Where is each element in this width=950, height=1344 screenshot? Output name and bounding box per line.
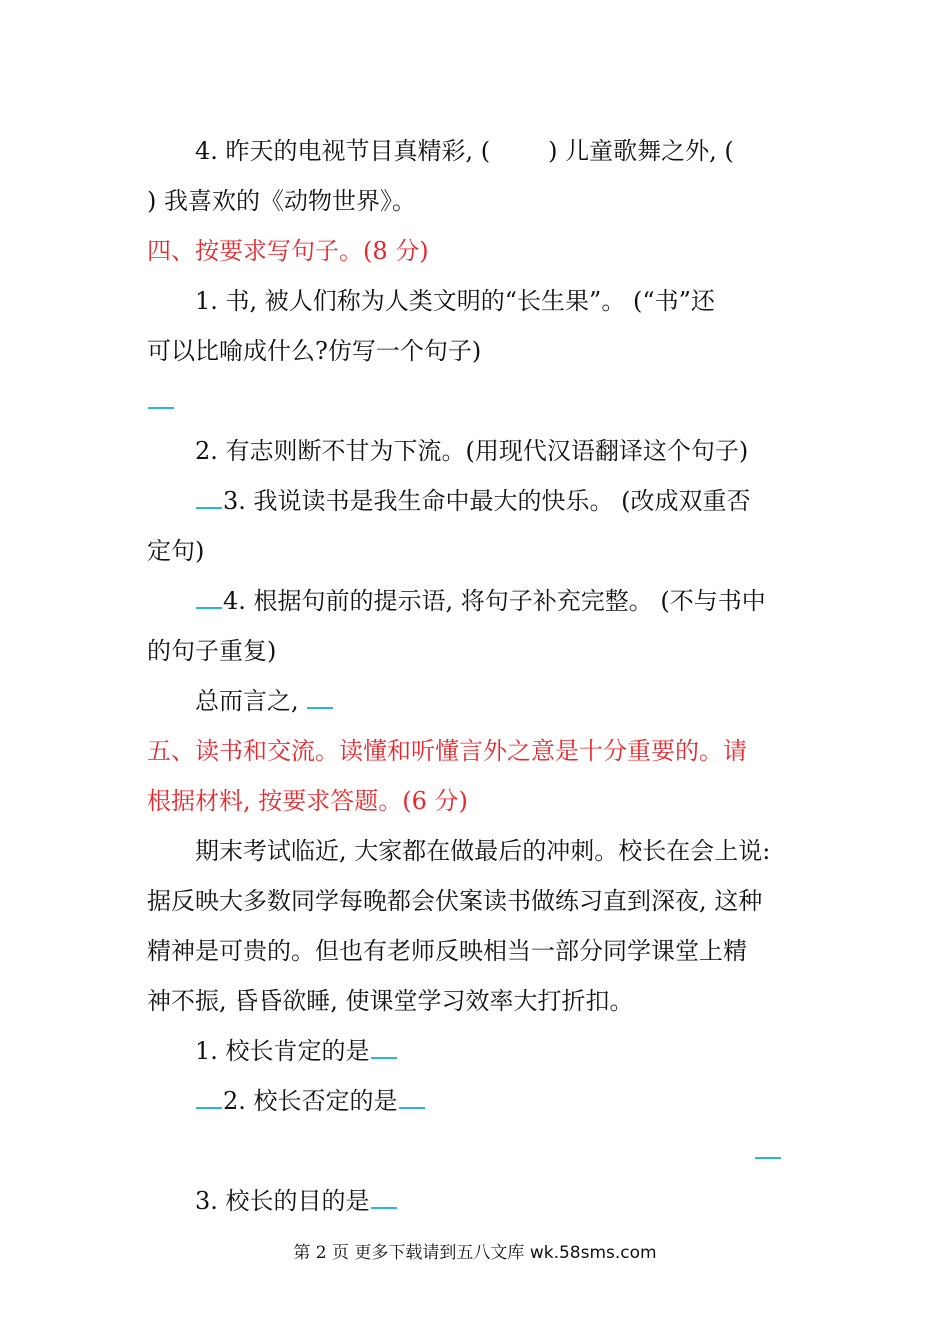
answer-blank[interactable]	[755, 1137, 781, 1159]
passage-line-3: 精神是可贵的。但也有老师反映相当一部分同学课堂上精	[147, 937, 747, 965]
q4-1-line-2: 可以比喻成什么?仿写一个句子)	[147, 337, 482, 365]
q4-4-prompt: 总而言之,	[195, 687, 299, 715]
answer-blank[interactable]	[371, 1037, 397, 1059]
q5-3-line	[195, 1186, 398, 1216]
passage-line-4: 神不振, 昏昏欲睡, 使课堂学习效率大打折扣。	[147, 987, 634, 1015]
passage-line-2: 据反映大多数同学每晚都会伏案读书做练习直到深夜, 这种	[147, 887, 763, 915]
page-footer	[0, 1241, 950, 1265]
answer-blank[interactable]	[196, 487, 222, 509]
passage-line-1: 期末考试临近, 大家都在做最后的冲刺。校长在会上说:	[195, 837, 771, 865]
q4-3-line-2: 定句)	[147, 537, 205, 565]
footer-page-text: 第 2 页 更多下载请到五八文库	[293, 1243, 525, 1263]
q5-2-answer-line[interactable]	[754, 1136, 782, 1166]
q4-4-line-1	[195, 586, 766, 616]
answer-blank[interactable]	[196, 1087, 222, 1109]
footer-site-link[interactable]: wk.58sms.com	[529, 1243, 657, 1263]
q4-3-text: 3. 我说读书是我生命中最大的快乐。 (改成双重否	[223, 487, 751, 515]
q4-3-line-1	[195, 486, 751, 516]
q4-2-line: 2. 有志则断不甘为下流。(用现代汉语翻译这个句子)	[195, 437, 749, 465]
answer-blank[interactable]	[148, 387, 174, 409]
q3-4-text-c: ) 我喜欢的《动物世界》。	[147, 187, 416, 215]
q3-4-text-b: ) 儿童歌舞之外, (	[548, 137, 734, 165]
section-5-title-line-2: 根据材料, 按要求答题。(6 分)	[147, 787, 468, 815]
q4-1-answer-line[interactable]	[147, 386, 175, 416]
section-5-title-line-1: 五、读书和交流。读懂和听懂言外之意是十分重要的。请	[147, 737, 747, 765]
q3-4-line-1	[195, 136, 734, 166]
answer-blank[interactable]	[371, 1187, 397, 1209]
q5-2-text: 2. 校长否定的是	[223, 1087, 398, 1115]
q5-1-line	[195, 1036, 398, 1066]
answer-blank[interactable]	[307, 687, 333, 709]
q3-4-text-a: 4. 昨天的电视节目真精彩, (	[195, 137, 491, 165]
answer-blank[interactable]	[196, 587, 222, 609]
q4-1-line-1: 1. 书, 被人们称为人类文明的“长生果”。 (“书”还	[195, 287, 715, 315]
q3-4-line-2	[147, 186, 416, 216]
q5-1-text: 1. 校长肯定的是	[195, 1037, 370, 1065]
q4-4-line-2: 的句子重复)	[147, 637, 277, 665]
answer-blank[interactable]	[399, 1087, 425, 1109]
q5-3-text: 3. 校长的目的是	[195, 1187, 370, 1215]
q4-4-text: 4. 根据句前的提示语, 将句子补充完整。 (不与书中	[223, 587, 766, 615]
section-4-title: 四、按要求写句子。(8 分)	[147, 237, 429, 265]
q5-2-line	[195, 1086, 426, 1116]
q4-4-line-3	[195, 686, 334, 716]
